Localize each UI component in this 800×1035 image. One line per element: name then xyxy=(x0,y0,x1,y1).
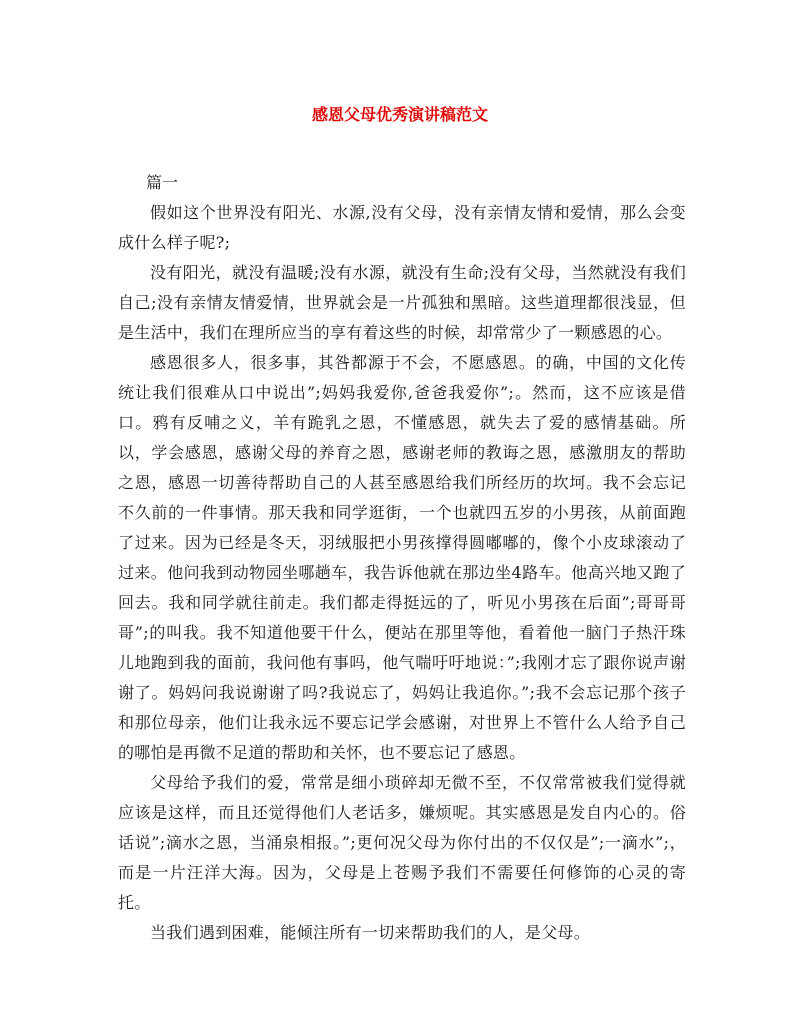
section-label: 篇一 xyxy=(146,173,179,192)
document-body xyxy=(118,168,686,948)
document-title: 感恩父母优秀演讲稿范文 xyxy=(311,105,488,124)
paragraph-3: 感恩很多人，很多事，其咎都源于不会，不愿感恩。的确，中国的文化传统让我们很难从口中说出”;妈妈我爱你,爸爸我爱你”;。然而，这不应该是借口。鸦有反哺之义，羊有跪乳之恩，不懂感恩，就失去了爱的感情基础。所以，学会感恩，感谢父母的养育之恩，感谢老师的教诲之恩，感激朋友的帮助之恩，感恩一切善待帮助自己的人甚至感恩给我们所经历的坎坷。我不会忘记不久前的一件事情。那天我和同学逛街，一个也就四五岁的小男孩，从前面跑了过来。因为已经是冬天，羽绒服把小男孩撑得圆嘟嘟的，像个小皮球滚动了过来。他问我到动物园坐哪趟车，我告诉他就在那边坐4路车。他高兴地又跑了回去。我和同学就往前走。我们都走得挺远的了，听见小男孩在后面”;哥哥哥哥”;的叫我。我不知道他要干什么，便站在那里等他，看着他一脑门子热汗珠儿地跑到我的面前，我问他有事吗，他气喘吁吁地说：”;我刚才忘了跟你说声谢谢了。妈妈问我说谢谢了吗?我说忘了，妈妈让我追你。”;我不会忘记那个孩子和那位母亲，他们让我永远不要忘记学会感谢，对世界上不管什么人给予自己的哪怕是再微不足道的帮助和关怀，也不要忘记了感恩。 xyxy=(118,353,686,762)
paragraph-1: 假如这个世界没有阳光、水源,没有父母，没有亲情友情和爱情，那么会变成什么样子呢?; xyxy=(118,203,686,252)
paragraph-5: 当我们遇到困难，能倾注所有一切来帮助我们的人，是父母。 xyxy=(150,923,591,942)
paragraph-4: 父母给予我们的爱，常常是细小琐碎却无微不至，不仅常常被我们觉得就应该是这样，而且还觉得他们人老话多，嫌烦呢。其实感恩是发自内心的。俗话说”;滴水之恩，当涌泉相报。”;更何况父母为你付出的不仅仅是”;一滴水”;，而是一片汪洋大海。因为，父母是上苍赐予我们不需要任何修饰的心灵的寄托。 xyxy=(118,773,686,912)
paragraph-2: 没有阳光，就没有温暖;没有水源，就没有生命;没有父母，当然就没有我们自己;没有亲情友情爱情，世界就会是一片孤独和黑暗。这些道理都很浅显，但是生活中，我们在理所应当的享有着这些的时候，却常常少了一颗感恩的心。 xyxy=(118,263,686,342)
